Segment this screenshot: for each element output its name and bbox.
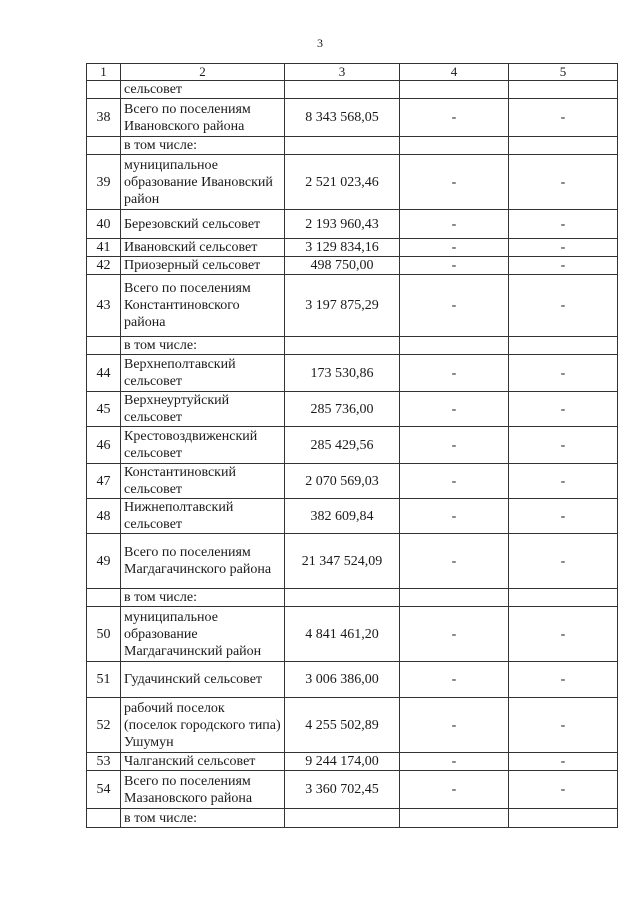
row-col4: - (400, 607, 509, 662)
row-name: Всего по поселениям Магдагачинского района (121, 534, 285, 589)
row-col5: - (509, 607, 618, 662)
row-number: 52 (87, 698, 121, 753)
row-amount: 3 197 875,29 (285, 275, 400, 337)
row-name: Приозерный сельсовет (121, 257, 285, 275)
row-col5: - (509, 392, 618, 427)
row-amount (285, 809, 400, 828)
table-row (87, 337, 618, 355)
row-number (87, 337, 121, 355)
row-number: 48 (87, 499, 121, 534)
row-col4: - (400, 392, 509, 427)
row-name: Крестовоздвиженский сельсовет (121, 427, 285, 464)
row-number (87, 589, 121, 607)
row-number: 54 (87, 771, 121, 809)
row-number: 53 (87, 753, 121, 771)
row-col4: - (400, 427, 509, 464)
row-col5: - (509, 275, 618, 337)
row-number: 41 (87, 239, 121, 257)
row-name: в том числе: (121, 137, 285, 155)
row-col5 (509, 337, 618, 355)
row-col4 (400, 81, 509, 99)
row-amount: 3 360 702,45 (285, 771, 400, 809)
row-name: Нижнеполтавский сельсовет (121, 499, 285, 534)
row-amount: 21 347 524,09 (285, 534, 400, 589)
row-number: 46 (87, 427, 121, 464)
row-col4: - (400, 275, 509, 337)
row-col4: - (400, 499, 509, 534)
row-col5: - (509, 698, 618, 753)
row-name: сельсовет (121, 81, 285, 99)
row-amount: 2 193 960,43 (285, 210, 400, 239)
row-amount: 3 129 834,16 (285, 239, 400, 257)
row-name: Чалганский сельсовет (121, 753, 285, 771)
table-row (87, 698, 618, 753)
budget-table (86, 63, 618, 828)
table-row (87, 392, 618, 427)
table-row (87, 99, 618, 137)
row-amount: 2 070 569,03 (285, 464, 400, 499)
table-row (87, 427, 618, 464)
row-col5: - (509, 771, 618, 809)
row-col4: - (400, 355, 509, 392)
row-col5: - (509, 534, 618, 589)
row-number: 45 (87, 392, 121, 427)
table-row (87, 809, 618, 828)
row-name: в том числе: (121, 809, 285, 828)
table-row (87, 662, 618, 698)
table-row (87, 464, 618, 499)
row-col4 (400, 337, 509, 355)
column-header-5: 5 (509, 64, 618, 81)
column-header-1: 1 (87, 64, 121, 81)
row-name: Березовский сельсовет (121, 210, 285, 239)
row-amount: 4 841 461,20 (285, 607, 400, 662)
row-number: 40 (87, 210, 121, 239)
table-row (87, 355, 618, 392)
row-col4 (400, 589, 509, 607)
column-header-2: 2 (121, 64, 285, 81)
row-col5: - (509, 499, 618, 534)
table-row (87, 771, 618, 809)
row-amount: 285 429,56 (285, 427, 400, 464)
row-number: 50 (87, 607, 121, 662)
row-amount: 2 521 023,46 (285, 155, 400, 210)
row-amount (285, 589, 400, 607)
row-col4: - (400, 210, 509, 239)
row-name: Всего по поселениям Константиновского района (121, 275, 285, 337)
row-number: 51 (87, 662, 121, 698)
table-row (87, 607, 618, 662)
row-col4: - (400, 239, 509, 257)
row-col5: - (509, 753, 618, 771)
table-row (87, 239, 618, 257)
row-amount: 8 343 568,05 (285, 99, 400, 137)
row-col4: - (400, 155, 509, 210)
row-amount: 285 736,00 (285, 392, 400, 427)
row-col5: - (509, 662, 618, 698)
row-number: 49 (87, 534, 121, 589)
row-number: 44 (87, 355, 121, 392)
row-col4: - (400, 257, 509, 275)
row-name: Всего по поселениям Мазановского района (121, 771, 285, 809)
row-col4: - (400, 534, 509, 589)
row-number (87, 81, 121, 99)
row-col5: - (509, 99, 618, 137)
row-col4: - (400, 753, 509, 771)
row-number: 38 (87, 99, 121, 137)
row-col4: - (400, 698, 509, 753)
row-number: 47 (87, 464, 121, 499)
row-name: муниципальное образование Ивановский район (121, 155, 285, 210)
row-name: рабочий поселок (поселок городского типа) Ушумун (121, 698, 285, 753)
row-col5 (509, 589, 618, 607)
row-col5 (509, 81, 618, 99)
row-number (87, 137, 121, 155)
row-col4: - (400, 771, 509, 809)
row-name: в том числе: (121, 337, 285, 355)
row-col4 (400, 137, 509, 155)
row-number (87, 809, 121, 828)
row-amount: 382 609,84 (285, 499, 400, 534)
table-row (87, 589, 618, 607)
row-col5: - (509, 239, 618, 257)
row-col4: - (400, 662, 509, 698)
row-col5: - (509, 464, 618, 499)
table-row (87, 155, 618, 210)
table-row (87, 499, 618, 534)
column-header-3: 3 (285, 64, 400, 81)
row-amount (285, 81, 400, 99)
table-row (87, 275, 618, 337)
row-col4: - (400, 464, 509, 499)
table-row (87, 534, 618, 589)
row-name: Верхнеуртуйский сельсовет (121, 392, 285, 427)
table-row (87, 137, 618, 155)
row-name: Всего по поселениям Ивановского района (121, 99, 285, 137)
row-name: Константиновский сельсовет (121, 464, 285, 499)
row-amount: 173 530,86 (285, 355, 400, 392)
row-name: Ивановский сельсовет (121, 239, 285, 257)
row-col5: - (509, 257, 618, 275)
row-amount: 3 006 386,00 (285, 662, 400, 698)
row-col5: - (509, 427, 618, 464)
row-name: в том числе: (121, 589, 285, 607)
row-col4: - (400, 99, 509, 137)
row-amount: 4 255 502,89 (285, 698, 400, 753)
page-number: 3 (317, 36, 323, 50)
row-col5 (509, 137, 618, 155)
table-row (87, 210, 618, 239)
row-number: 43 (87, 275, 121, 337)
row-name: Гудачинский сельсовет (121, 662, 285, 698)
row-number: 42 (87, 257, 121, 275)
row-name: Верхнеполтавский сельсовет (121, 355, 285, 392)
row-col5 (509, 809, 618, 828)
row-amount (285, 337, 400, 355)
row-col5: - (509, 210, 618, 239)
row-name: муниципальное образование Магдагачинский район (121, 607, 285, 662)
table-row (87, 257, 618, 275)
row-col5: - (509, 155, 618, 210)
table-header-row (87, 64, 618, 81)
row-amount (285, 137, 400, 155)
column-header-4: 4 (400, 64, 509, 81)
row-col5: - (509, 355, 618, 392)
row-col4 (400, 809, 509, 828)
row-number: 39 (87, 155, 121, 210)
row-amount: 9 244 174,00 (285, 753, 400, 771)
row-amount: 498 750,00 (285, 257, 400, 275)
table-row (87, 753, 618, 771)
table-row (87, 81, 618, 99)
